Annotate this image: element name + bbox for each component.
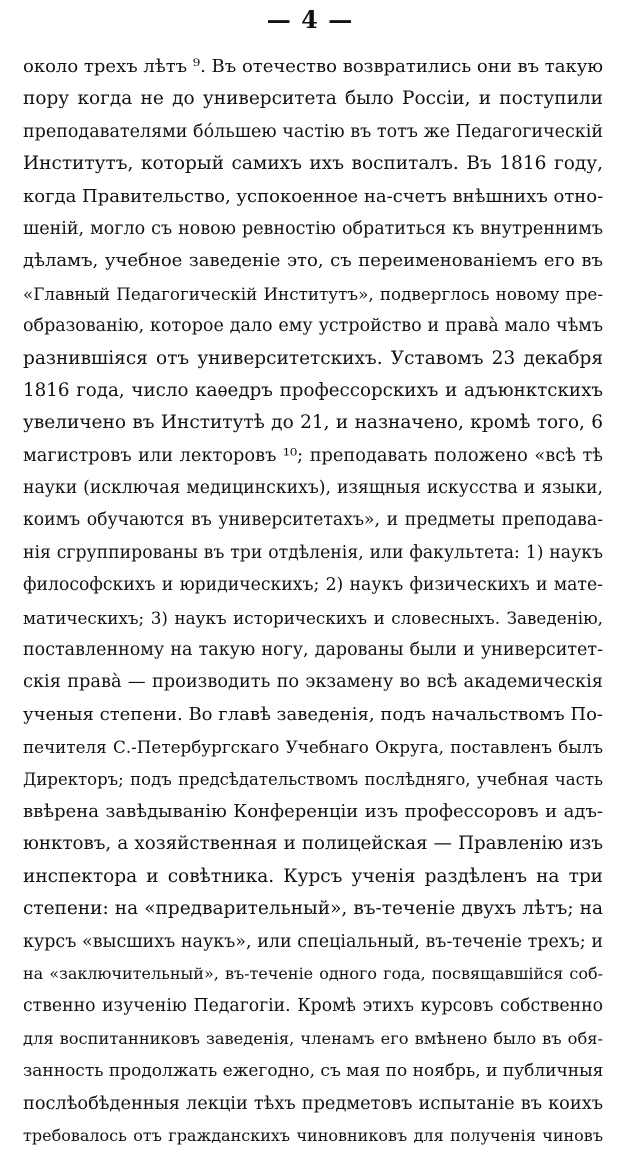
text-line: курсъ «высшихъ наукъ», или спеціальный, въ-теченіе трехъ; и [23,931,603,952]
text-line: увеличено въ Институтѣ до 21, и назначено, кромѣ того, 6 [23,412,603,434]
text-line: дѣламъ, учебное заведеніе это, съ переименованіемъ его въ [23,250,603,272]
text-line: Институтъ, который самихъ ихъ воспиталъ. Въ 1816 году, [23,153,603,175]
text-line: ственно изученію Педагогіи. Кромѣ этихъ курсовъ собственно [23,996,603,1017]
text-line: занность продолжать ежегодно, съ мая по ноябрь, и публичныя [23,1061,603,1082]
body-text [23,51,603,1152]
text-line: нія сгруппированы въ три отдѣленія, или факультета: 1) наукъ [23,542,603,563]
text-line: юнктовъ, а хозяйственная и полицейская — Правленію изъ [23,833,603,855]
text-line: требовалось отъ гражданскихъ чиновниковъ для полученія чиновъ [23,1125,603,1145]
text-line: когда Правительство, успокоенное на-счетъ внѣшнихъ отно- [23,185,603,207]
page-number: — 4 — [266,5,354,34]
text-line: разнившіяся отъ университетскихъ. Уставомъ 23 декабря [23,347,603,369]
text-line: около трехъ лѣтъ ⁹. Въ отечество возвратились они въ такую [23,56,603,77]
text-line: философскихъ и юридическихъ; 2) наукъ физическихъ и мате- [23,575,603,596]
text-line: науки (исключая медицинскихъ), изящныя искусства и языки, [23,478,603,499]
text-line: инспектора и совѣтника. Курсъ ученія раздѣленъ на три [23,865,603,887]
text-line: степени: на «предварительный», въ-теченіе двухъ лѣтъ; на [23,898,603,920]
text-line: печителя С.-Петербургскаго Учебнаго Округа, поставленъ былъ [23,737,603,758]
text-line: для воспитанниковъ заведенія, членамъ его вмѣнено было въ обя- [23,1028,603,1048]
text-line: шеній, могло съ новою ревностію обратиться къ внутреннимъ [23,218,603,239]
text-line: преподавателями бóльшею частію въ тотъ же Педагогическій [23,121,603,142]
text-line: поставленному на такую ногу, дарованы были и университет- [23,640,603,661]
text-line: на «заключительный», въ-теченіе одного года, посвящавшійся соб- [23,963,603,983]
text-line: магистровъ или лекторовъ ¹⁰; преподавать положено «всѣ тѣ [23,445,603,466]
text-line: послѣобѣденныя лекціи тѣхъ предметовъ испытаніе въ коихъ [23,1093,603,1114]
text-line: коимъ обучаются въ университетахъ», и предметы преподава- [23,510,603,531]
text-line: пору когда не до университета было Россіи, и поступили [23,88,603,110]
text-line: образованію, которое дало ему устройство и правà мало чѣмъ [23,316,603,337]
text-line: Директоръ; подъ предсѣдательствомъ послѣдняго, учебная часть [23,769,603,789]
text-line: матическихъ; 3) наукъ историческихъ и словесныхъ. Заведенію, [23,607,603,628]
text-line: ученыя степени. Во главѣ заведенія, подъ начальствомъ По- [23,703,603,725]
text-line: 1816 года, число каѳедръ профессорскихъ и адъюнктскихъ [23,379,603,401]
text-line: «Главный Педагогическій Институтъ», подверглось новому пре- [23,283,603,304]
text-line: скія правà — производить по экзамену во всѣ академическія [23,672,603,693]
text-line: ввѣрена завѣдыванію Конференціи изъ профессоровъ и адъ- [23,800,603,822]
